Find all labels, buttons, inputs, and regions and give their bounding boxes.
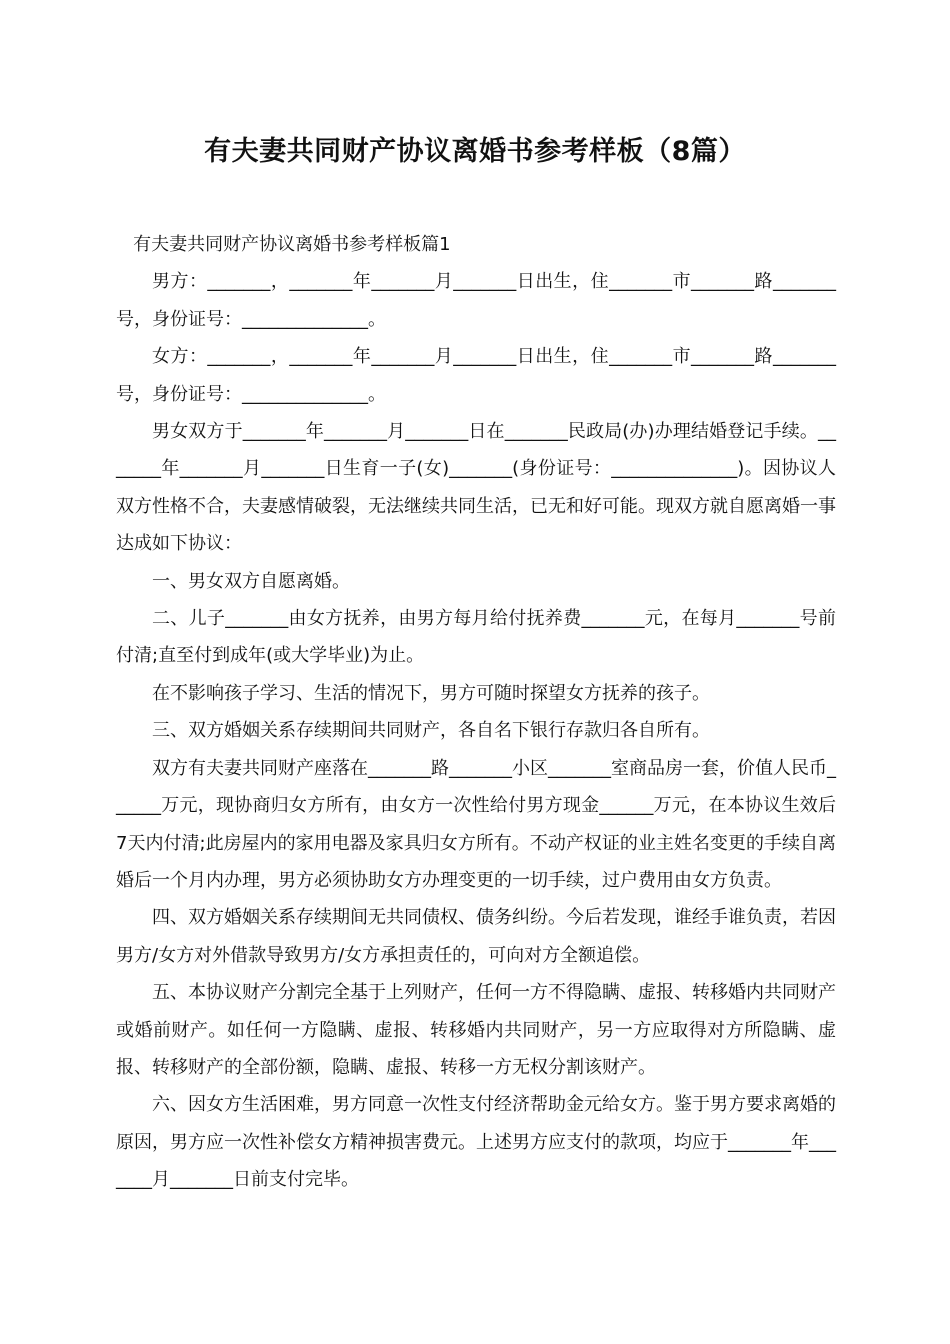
paragraph-visitation: 在不影响孩子学习、生活的情况下，男方可随时探望女方抚养的孩子。 xyxy=(152,682,710,704)
paragraph-clause-6: 六、因女方生活困难，男方同意一次性支付经济帮助金元给女方。鉴于男方要求离婚的原因，男方应一次性补偿女方精神损害费元。上述男方应支付的款项，均应于_______年_______月_______日前支付完毕。 xyxy=(116,1094,836,1191)
document-title: 有夫妻共同财产协议离婚书参考样板（8篇） xyxy=(204,136,746,167)
paragraph-clause-5: 五、本协议财产分割完全基于上列财产，任何一方不得隐瞒、虚报、转移婚内共同财产或婚前财产。如任何一方隐瞒、虚报、转移婚内共同财产，另一方应取得对方所隐瞒、虚报、转移财产的全部份额，隐瞒、虚报、转移一方无权分割该财产。 xyxy=(116,982,836,1078)
paragraph-clause-2: 二、儿子_______由女方抚养，由男方每月给付抚养费_______元，在每月_______号前付清;直至付到成年(或大学毕业)为止。 xyxy=(116,608,836,667)
section-heading: 有夫妻共同财产协议离婚书参考样板篇1 xyxy=(133,234,451,255)
document-body xyxy=(116,226,836,1199)
paragraph-marriage-info: 男女双方于_______年_______月_______日在_______民政局(办)办理结婚登记手续。_______年_______月_______日生育一子(女)_______(身份证号：______________)。因协议人双方性格不合，夫妻感情破裂，无法继续共同生活，已无和好可能。现双方就自愿离婚一事达成如下协议： xyxy=(116,421,836,555)
paragraph-clause-3: 三、双方婚姻关系存续期间共同财产，各自名下银行存款归各自所有。 xyxy=(152,720,710,742)
paragraph-property: 双方有夫妻共同财产座落在_______路_______小区_______室商品房一套，价值人民币______万元，现协商归女方所有，由女方一次性给付男方现金______万元，在本协议生效后7天内付清;此房屋内的家用电器及家具归女方所有。不动产权证的业主姓名变更的手续自离婚后一个月内办理，男方必须协助女方办理变更的一切手续，过户费用由女方负责。 xyxy=(116,757,836,891)
paragraph-male-party: 男方：_______，_______年_______月_______日出生，住_______市_______路_______号，身份证号：______________。 xyxy=(116,271,836,330)
paragraph-female-party: 女方：_______，_______年_______月_______日出生，住_______市_______路_______号，身份证号：______________。 xyxy=(116,346,836,405)
paragraph-clause-1: 一、男女双方自愿离婚。 xyxy=(152,570,350,592)
paragraph-clause-4: 四、双方婚姻关系存续期间无共同债权、债务纠纷。今后若发现，谁经手谁负责，若因男方/女方对外借款导致男方/女方承担责任的，可向对方全额追偿。 xyxy=(116,907,836,966)
